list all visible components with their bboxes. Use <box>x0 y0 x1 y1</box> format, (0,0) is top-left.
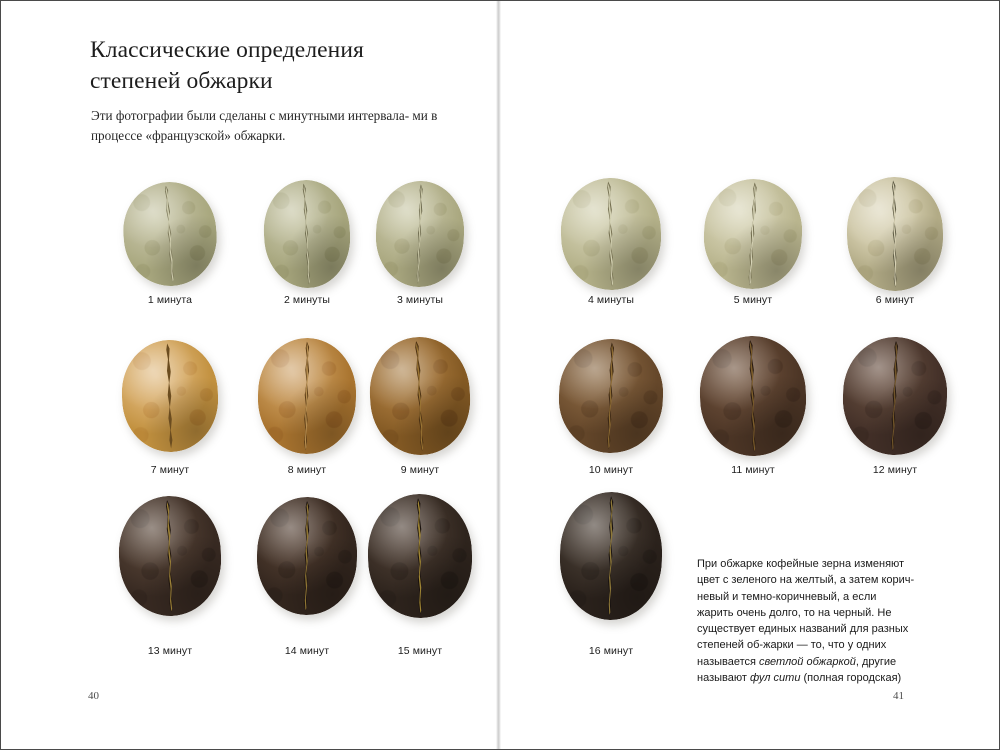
bean-photo-11 <box>703 340 803 452</box>
page-title-line1: Классические определения <box>90 37 364 63</box>
bean-crease-6 <box>888 180 902 287</box>
roast-explanation-text <box>697 556 915 686</box>
roast-text-italic-svetloy-obzharkoy: светлой обжаркой <box>759 655 856 668</box>
bean-cell-15 <box>345 500 495 612</box>
roast-text-part3: (полная городская) <box>800 671 902 684</box>
bean-cell-11 <box>678 340 828 452</box>
bean-crease-15 <box>412 498 428 615</box>
bean-caption-13: 13 минут <box>147 645 193 657</box>
bean-cell-5 <box>678 178 828 290</box>
bean-caption-14: 14 минут <box>284 645 330 657</box>
bean-photo-12 <box>845 340 945 452</box>
bean-caption-10: 10 минут <box>588 464 634 476</box>
bean-photo-1 <box>120 178 220 290</box>
bean-photo-4 <box>561 178 661 290</box>
bean-photo-16 <box>561 500 661 612</box>
bean-photo-10 <box>561 340 661 452</box>
bean-caption-11: 11 минут <box>731 464 775 476</box>
bean-cell-6 <box>820 178 970 290</box>
bean-caption-16: 16 минут <box>588 645 634 657</box>
bean-photo-8 <box>257 340 357 452</box>
bean-caption-1: 1 минута <box>147 294 193 306</box>
bean-photo-15 <box>370 500 470 612</box>
bean-photo-7 <box>120 340 220 452</box>
page-title <box>90 35 470 98</box>
bean-caption-3: 3 минуты <box>396 294 444 306</box>
bean-cell-7 <box>95 340 245 452</box>
bean-cell-10 <box>536 340 686 452</box>
bean-photo-6 <box>845 178 945 290</box>
page-subtitle-line1: Эти фотографии были сделаны с минутными интервала- <box>91 108 410 123</box>
page-title-line2: степеней обжарки <box>90 68 273 95</box>
bean-caption-5: 5 минут <box>733 294 773 306</box>
bean-caption-6: 6 минут <box>875 294 915 306</box>
bean-cell-1 <box>95 178 245 290</box>
page-subtitle-line2: ми в процессе «французской» обжарки. <box>91 108 438 143</box>
bean-cell-9 <box>345 340 495 452</box>
bean-caption-8: 8 минут <box>287 464 327 476</box>
bean-crease-16 <box>603 496 618 617</box>
bean-photo-14 <box>257 500 357 612</box>
folio-left: 40 <box>88 690 99 702</box>
bean-photo-5 <box>703 178 803 290</box>
roast-text-part2: , другие называют <box>697 655 897 684</box>
roast-text-part1: При обжарке кофейные зерна изменяют цвет с зеленого на желтый, а затем корич-невый и темно-коричневый, а если жарить очень долго, то на черный. Не существует единых названий для разных степеней об-жарки — то, что у одних называется <box>697 558 915 668</box>
page-subtitle <box>91 106 443 146</box>
roast-text-italic-ful-siti: фул сити <box>749 671 801 684</box>
book-gutter <box>496 0 501 750</box>
bean-crease-8 <box>300 341 315 450</box>
bean-photo-13 <box>120 500 220 612</box>
bean-photo-9 <box>370 340 470 452</box>
bean-cell-12 <box>820 340 970 452</box>
bean-caption-15: 15 минут <box>397 645 443 657</box>
bean-cell-16 <box>536 500 686 612</box>
bean-cell-4 <box>536 178 686 290</box>
bean-caption-9: 9 минут <box>400 464 440 476</box>
bean-caption-12: 12 минут <box>872 464 918 476</box>
bean-photo-3 <box>370 178 470 290</box>
folio-right: 41 <box>893 690 904 702</box>
bean-caption-7: 7 минут <box>150 464 190 476</box>
bean-crease-14 <box>300 500 315 611</box>
bean-caption-2: 2 минуты <box>283 294 331 306</box>
bean-photo-2 <box>257 178 357 290</box>
bean-cell-3 <box>345 178 495 290</box>
bean-caption-4: 4 минуты <box>587 294 635 306</box>
bean-cell-13 <box>95 500 245 612</box>
